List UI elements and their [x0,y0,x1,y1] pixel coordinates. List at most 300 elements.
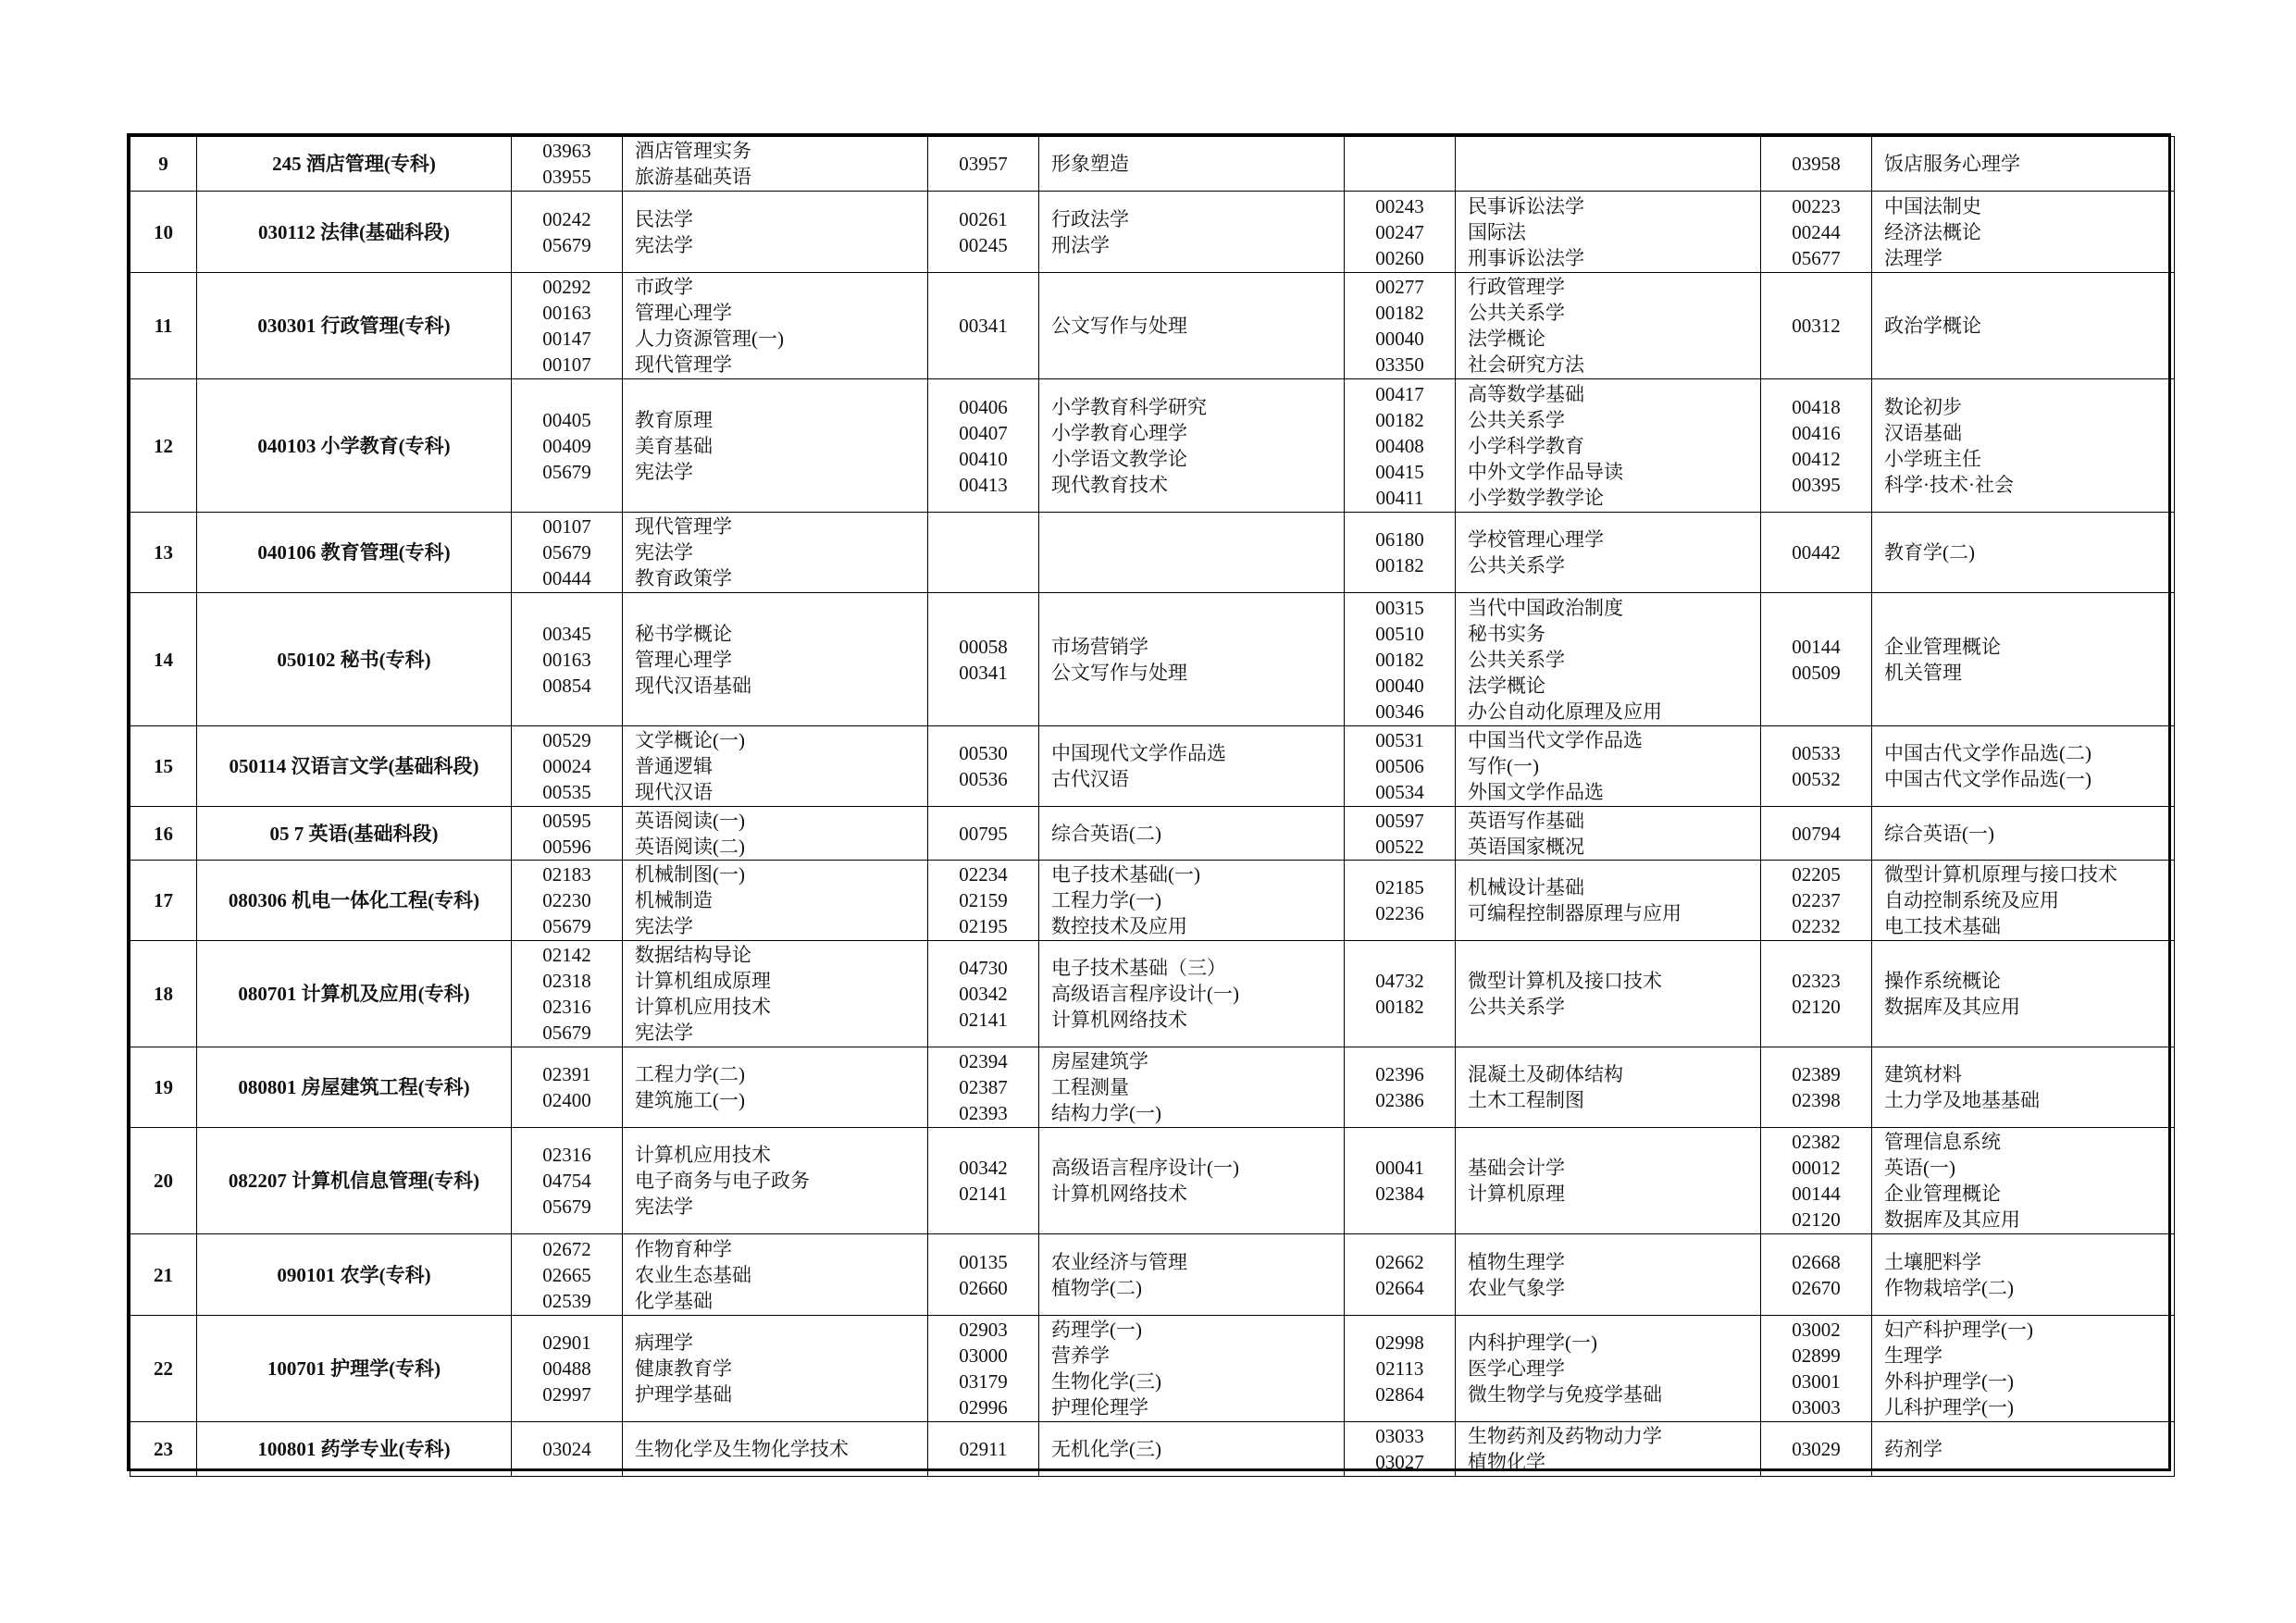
course-code: 04732 [1375,970,1424,992]
course-names-s3 [1456,941,1761,1047]
course-names-s4 [1872,861,2175,941]
course-code: 00410 [959,447,1008,470]
course-code: 02997 [542,1383,591,1406]
course-names-s3 [1456,1234,1761,1316]
course-code: 02662 [1375,1250,1424,1273]
course-code: 00261 [959,207,1008,230]
course-code: 00163 [542,302,591,324]
course-name: 健康教育学 [635,1357,732,1380]
course-name: 工程力学(一) [1051,889,1161,911]
course-name: 酒店管理实务 [635,140,751,162]
course-code: 00531 [1375,729,1424,751]
course-names-s4 [1872,726,2175,807]
course-code: 03958 [1792,153,1841,175]
course-code: 00245 [959,233,1008,256]
course-name: 英语阅读(一) [635,809,745,832]
course-code: 02668 [1792,1250,1841,1273]
course-name: 管理心理学 [635,302,732,324]
course-code: 00395 [1792,473,1841,496]
course-codes-s3 [1345,807,1456,861]
course-name: 土木工程制图 [1468,1089,1584,1111]
major-name: 100701 护理学(专科) [197,1316,512,1422]
course-code: 03955 [542,166,591,188]
course-name: 药剂学 [1884,1438,1942,1460]
course-name: 护理伦理学 [1051,1396,1148,1419]
course-code: 00144 [1792,1183,1841,1205]
course-codes-s4 [1761,807,1872,861]
course-name: 土壤肥料学 [1884,1250,1981,1273]
course-codes-s4 [1761,273,1872,379]
course-code: 05679 [542,1196,591,1218]
course-name: 市场营销学 [1051,635,1148,658]
course-names-s4 [1872,1047,2175,1128]
course-code: 00407 [959,421,1008,444]
course-code: 03000 [959,1344,1008,1367]
course-name: 高等数学基础 [1468,382,1584,405]
course-names-s3 [1456,273,1761,379]
course-names-s2 [1039,726,1345,807]
course-names-s4 [1872,379,2175,513]
course-name: 综合英语(二) [1051,822,1161,845]
course-code: 05679 [542,1022,591,1044]
course-code: 02141 [959,1009,1008,1031]
course-name: 农业经济与管理 [1051,1250,1187,1273]
course-name: 护理学基础 [635,1383,732,1406]
course-code: 02864 [1375,1383,1424,1406]
course-name: 建筑施工(一) [635,1089,745,1111]
course-code: 05679 [542,915,591,937]
course-code: 00406 [959,395,1008,418]
table-row [130,807,2175,861]
course-name: 操作系统概论 [1884,970,2001,992]
course-names-s1 [623,192,928,273]
course-names-s2 [1039,1128,1345,1234]
course-code: 00534 [1375,781,1424,803]
course-name: 作物栽培学(二) [1884,1276,2014,1299]
course-code: 05679 [542,541,591,564]
row-number: 21 [130,1234,197,1316]
course-names-s2 [1039,861,1345,941]
course-name: 数据库及其应用 [1884,996,2020,1018]
course-names-s1 [623,593,928,726]
course-name: 房屋建筑学 [1051,1050,1148,1072]
major-name: 040103 小学教育(专科) [197,379,512,513]
course-names-s2 [1039,513,1345,593]
course-codes-s1 [512,273,623,379]
course-codes-s4 [1761,192,1872,273]
course-code: 00346 [1375,700,1424,723]
major-name: 080306 机电一体化工程(专科) [197,861,512,941]
course-names-s1 [623,1316,928,1422]
course-names-s1 [623,273,928,379]
course-code: 02400 [542,1089,591,1111]
course-code: 04754 [542,1170,591,1192]
course-name: 计算机网络技术 [1051,1009,1187,1031]
course-names-s3 [1456,137,1761,192]
course-name: 行政管理学 [1468,276,1565,298]
course-codes-s2 [928,379,1039,513]
course-name: 中国古代文学作品选(二) [1884,742,2091,764]
course-name: 数据库及其应用 [1884,1208,2020,1231]
course-name: 营养学 [1051,1344,1110,1367]
course-name: 混凝土及砌体结构 [1468,1063,1623,1085]
course-names-s1 [623,137,928,192]
course-codes-s4 [1761,513,1872,593]
course-name: 数据结构导论 [635,944,751,966]
course-name: 宪法学 [635,915,693,937]
course-name: 病理学 [635,1332,693,1354]
course-names-s1 [623,807,928,861]
course-code: 00107 [542,515,591,538]
course-code: 02387 [959,1076,1008,1098]
course-names-s1 [623,1128,928,1234]
course-code: 00529 [542,729,591,751]
row-number: 23 [130,1422,197,1477]
course-code: 02316 [542,1144,591,1166]
course-names-s2 [1039,1316,1345,1422]
course-code: 02318 [542,970,591,992]
course-names-s4 [1872,1422,2175,1477]
row-number: 20 [130,1128,197,1234]
table-row [130,1422,2175,1477]
course-codes-s4 [1761,726,1872,807]
course-code: 02120 [1792,1208,1841,1231]
course-name: 中国当代文学作品选 [1468,729,1643,751]
course-codes-s3 [1345,513,1456,593]
course-codes-s4 [1761,1316,1872,1422]
course-name: 现代管理学 [635,353,732,376]
course-codes-s1 [512,807,623,861]
course-code: 02159 [959,889,1008,911]
course-names-s3 [1456,192,1761,273]
course-codes-s1 [512,513,623,593]
course-code: 00223 [1792,194,1841,217]
course-names-s3 [1456,1128,1761,1234]
course-code: 02664 [1375,1276,1424,1299]
course-code: 00408 [1375,434,1424,457]
table-row [130,1316,2175,1422]
course-codes-s4 [1761,861,1872,941]
course-name: 内科护理学(一) [1468,1332,1597,1354]
row-number: 11 [130,273,197,379]
course-code: 00058 [959,635,1008,658]
course-name: 英语阅读(二) [635,835,745,858]
row-number: 14 [130,593,197,726]
course-name: 管理信息系统 [1884,1131,2001,1153]
course-code: 00413 [959,473,1008,496]
course-names-s2 [1039,137,1345,192]
course-code: 00107 [542,353,591,376]
course-code: 03957 [959,153,1008,175]
major-name: 040106 教育管理(专科) [197,513,512,593]
course-code: 00533 [1792,742,1841,764]
course-code: 00312 [1792,315,1841,337]
course-code: 02323 [1792,970,1841,992]
course-name: 自动控制系统及应用 [1884,889,2059,911]
course-name: 宪法学 [635,1022,693,1044]
course-code: 02998 [1375,1332,1424,1354]
course-code: 02185 [1375,876,1424,898]
course-codes-s4 [1761,941,1872,1047]
course-name: 公共关系学 [1468,408,1565,431]
course-code: 03001 [1792,1370,1841,1393]
table-row [130,379,2175,513]
course-code: 00182 [1375,648,1424,671]
course-code: 00024 [542,755,591,777]
course-name: 妇产科护理学(一) [1884,1319,2033,1341]
course-codes-s1 [512,941,623,1047]
course-name: 儿科护理学(一) [1884,1396,2014,1419]
course-code: 00247 [1375,220,1424,243]
table-row [130,137,2175,192]
course-name: 微型计算机原理与接口技术 [1884,863,2117,886]
course-codes-s3 [1345,941,1456,1047]
course-name: 工程力学(二) [635,1063,745,1085]
course-names-s4 [1872,192,2175,273]
course-name: 数控技术及应用 [1051,915,1187,937]
course-names-s2 [1039,192,1345,273]
course-name: 生物药剂及药物动力学 [1468,1425,1662,1447]
course-name: 宪法学 [635,541,693,564]
course-name: 高级语言程序设计(一) [1051,1157,1239,1179]
course-code: 02237 [1792,889,1841,911]
major-name: 100801 药学专业(专科) [197,1422,512,1477]
course-code: 00442 [1792,541,1841,564]
course-name: 生物化学(三) [1051,1370,1161,1393]
major-name: 245 酒店管理(专科) [197,137,512,192]
course-code: 04730 [959,957,1008,979]
course-code: 02230 [542,889,591,911]
course-codes-s2 [928,1316,1039,1422]
row-number: 15 [130,726,197,807]
course-name: 刑事诉讼法学 [1468,246,1584,269]
course-code: 02391 [542,1063,591,1085]
course-codes-s4 [1761,1234,1872,1316]
course-name: 小学语文教学论 [1051,447,1187,470]
course-name: 计算机应用技术 [635,996,771,1018]
course-name: 计算机组成原理 [635,970,771,992]
course-name: 药理学(一) [1051,1319,1142,1341]
course-codes-s2 [928,513,1039,593]
course-names-s3 [1456,379,1761,513]
course-codes-s3 [1345,1047,1456,1128]
row-number: 13 [130,513,197,593]
course-names-s4 [1872,1128,2175,1234]
course-code: 00415 [1375,460,1424,483]
table-row [130,726,2175,807]
course-names-s2 [1039,379,1345,513]
course-name: 农业生态基础 [635,1263,751,1286]
course-name: 英语国家概况 [1468,835,1584,858]
course-code: 00597 [1375,809,1424,832]
course-names-s4 [1872,1316,2175,1422]
course-code: 00012 [1792,1157,1841,1179]
course-codes-s3 [1345,1128,1456,1234]
course-codes-s2 [928,593,1039,726]
course-code: 02384 [1375,1183,1424,1205]
course-names-s3 [1456,1422,1761,1477]
course-code: 02141 [959,1183,1008,1205]
course-name: 中国古代文学作品选(一) [1884,768,2091,790]
course-names-s3 [1456,726,1761,807]
table-body [130,137,2175,1477]
course-names-s4 [1872,273,2175,379]
course-names-s1 [623,513,928,593]
course-code: 00418 [1792,395,1841,418]
course-name: 数论初步 [1884,395,1962,418]
row-number: 12 [130,379,197,513]
course-codes-s2 [928,137,1039,192]
course-code: 00244 [1792,220,1841,243]
course-code: 00292 [542,276,591,298]
course-name: 秘书学概论 [635,622,732,645]
course-name: 管理心理学 [635,648,732,671]
course-code: 02205 [1792,863,1841,886]
course-code: 02899 [1792,1344,1841,1367]
course-code: 02142 [542,944,591,966]
course-name: 中国法制史 [1884,194,1981,217]
course-code: 00488 [542,1357,591,1380]
course-codes-s4 [1761,137,1872,192]
course-name: 计算机网络技术 [1051,1183,1187,1205]
course-codes-s4 [1761,593,1872,726]
course-code: 00535 [542,781,591,803]
course-name: 国际法 [1468,220,1526,243]
course-name: 机械制造 [635,889,713,911]
course-code: 00536 [959,768,1008,790]
course-name: 植物学(二) [1051,1276,1142,1299]
course-name: 机关管理 [1884,661,1962,684]
course-code: 02396 [1375,1063,1424,1085]
course-code: 05679 [542,233,591,256]
course-codes-s2 [928,807,1039,861]
course-code: 00409 [542,434,591,457]
course-name: 无机化学(三) [1051,1438,1161,1460]
course-name: 公文写作与处理 [1051,661,1187,684]
course-code: 02382 [1792,1131,1841,1153]
course-code: 02316 [542,996,591,1018]
course-code: 02665 [542,1263,591,1286]
course-code: 00532 [1792,768,1841,790]
course-code: 00135 [959,1250,1008,1273]
course-name: 法理学 [1884,246,1942,269]
course-codes-s1 [512,192,623,273]
course-name: 科学·技术·社会 [1884,473,2014,496]
course-name: 饭店服务心理学 [1884,153,2020,175]
course-code: 02670 [1792,1276,1841,1299]
course-name: 计算机应用技术 [635,1144,771,1166]
course-codes-s3 [1345,273,1456,379]
course-code: 00182 [1375,302,1424,324]
course-code: 00522 [1375,835,1424,858]
course-codes-s2 [928,273,1039,379]
course-codes-s1 [512,1128,623,1234]
course-code: 00260 [1375,246,1424,269]
course-names-s2 [1039,941,1345,1047]
course-codes-s2 [928,1234,1039,1316]
course-name: 公共关系学 [1468,302,1565,324]
course-code: 02394 [959,1050,1008,1072]
course-code: 02911 [959,1438,1008,1460]
course-code: 00506 [1375,755,1424,777]
course-code: 00182 [1375,408,1424,431]
course-names-s3 [1456,593,1761,726]
course-code: 00341 [959,661,1008,684]
course-code: 02903 [959,1319,1008,1341]
course-code: 00444 [542,567,591,589]
exam-schedule-table [130,136,2175,1477]
course-name: 基础会计学 [1468,1157,1565,1179]
course-code: 06180 [1375,528,1424,551]
course-name: 人力资源管理(一) [635,328,784,350]
course-code: 03963 [542,140,591,162]
course-name: 企业管理概论 [1884,635,2001,658]
course-name: 机械设计基础 [1468,876,1584,898]
course-name: 作物育种学 [635,1237,732,1260]
course-name: 化学基础 [635,1289,713,1312]
course-name: 宪法学 [635,233,693,256]
course-name: 写作(一) [1468,755,1539,777]
row-number: 17 [130,861,197,941]
course-code: 03033 [1375,1425,1424,1447]
course-code: 00182 [1375,996,1424,1018]
course-name: 现代教育技术 [1051,473,1168,496]
course-codes-s3 [1345,1234,1456,1316]
course-code: 00854 [542,674,591,697]
course-code: 02539 [542,1289,591,1312]
course-code: 05679 [542,460,591,483]
table-row [130,273,2175,379]
course-name: 企业管理概论 [1884,1183,2001,1205]
major-name: 090101 农学(专科) [197,1234,512,1316]
course-names-s3 [1456,513,1761,593]
course-code: 00147 [542,328,591,350]
course-code: 00342 [959,1157,1008,1179]
course-codes-s1 [512,137,623,192]
course-codes-s3 [1345,1422,1456,1477]
row-number: 22 [130,1316,197,1422]
course-codes-s3 [1345,192,1456,273]
course-name: 土力学及地基基础 [1884,1089,2040,1111]
course-name: 经济法概论 [1884,220,1981,243]
course-names-s3 [1456,1047,1761,1128]
course-name: 教育政策学 [635,567,732,589]
course-name: 公共关系学 [1468,648,1565,671]
course-codes-s2 [928,941,1039,1047]
course-code: 02901 [542,1332,591,1354]
course-code: 00243 [1375,194,1424,217]
row-number: 18 [130,941,197,1047]
course-names-s1 [623,1234,928,1316]
course-code: 03029 [1792,1438,1841,1460]
course-name: 小学科学教育 [1468,434,1584,457]
course-name: 普通逻辑 [635,755,713,777]
major-name: 030301 行政管理(专科) [197,273,512,379]
course-code: 02672 [542,1237,591,1260]
course-codes-s2 [928,1047,1039,1128]
table-row [130,1128,2175,1234]
course-code: 02120 [1792,996,1841,1018]
course-code: 05677 [1792,246,1841,269]
major-name: 080801 房屋建筑工程(专科) [197,1047,512,1128]
course-names-s1 [623,861,928,941]
course-name: 现代汉语 [635,781,713,803]
course-name: 现代管理学 [635,515,732,538]
row-number: 16 [130,807,197,861]
course-name: 英语写作基础 [1468,809,1584,832]
course-name: 美育基础 [635,434,713,457]
course-code: 00242 [542,207,591,230]
